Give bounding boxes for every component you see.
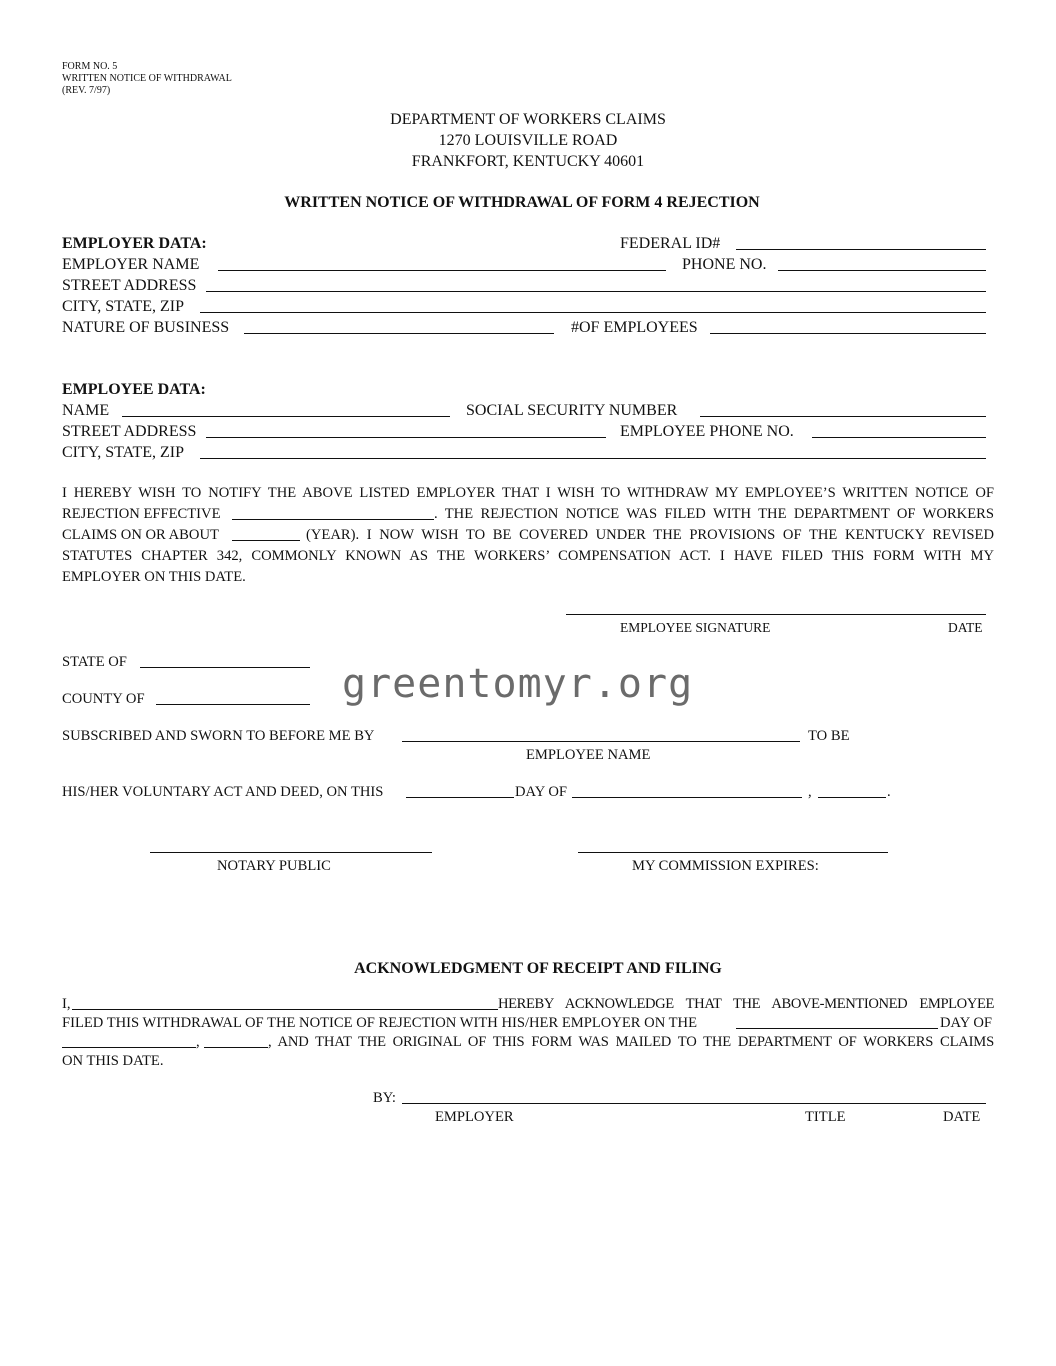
form-revision: (REV. 7/97) — [62, 85, 111, 96]
employer-name-label: EMPLOYER NAME — [62, 256, 200, 273]
federal-id-label: FEDERAL ID# — [620, 235, 721, 252]
ack-by-label: BY: — [373, 1090, 396, 1106]
employee-phone-field[interactable] — [812, 437, 986, 438]
employer-name-field[interactable] — [218, 270, 666, 271]
day-of-label: DAY OF — [515, 784, 568, 800]
filed-on-about-field[interactable] — [232, 540, 300, 541]
county-of-label: COUNTY OF — [62, 691, 145, 707]
to-be-label: TO BE — [808, 728, 850, 744]
ack-year-field[interactable] — [204, 1047, 268, 1048]
number-of-employees-label: #OF EMPLOYEES — [571, 319, 698, 336]
ack-title-label: TITLE — [805, 1109, 846, 1125]
nature-of-business-field[interactable] — [244, 333, 554, 334]
federal-id-field[interactable] — [736, 249, 986, 250]
agency-street: 1270 LOUISVILLE ROAD — [438, 132, 618, 149]
statement-line-5: EMPLOYER ON THIS DATE. — [62, 569, 246, 585]
notary-public-label: NOTARY PUBLIC — [217, 858, 331, 874]
employee-city-label: CITY, STATE, ZIP — [62, 444, 184, 461]
ack-name-field[interactable] — [72, 1009, 498, 1010]
employer-street-field[interactable] — [206, 291, 986, 292]
voluntary-act-label: HIS/HER VOLUNTARY ACT AND DEED, ON THIS — [62, 784, 384, 800]
sworn-by-employee-field[interactable] — [402, 741, 800, 742]
notary-month-field[interactable] — [572, 797, 802, 798]
form-title: WRITTEN NOTICE OF WITHDRAWAL OF FORM 4 REJECTION — [284, 194, 760, 211]
agency-name: DEPARTMENT OF WORKERS CLAIMS — [390, 111, 666, 128]
commission-expires-field[interactable] — [578, 852, 888, 853]
employee-phone-label: EMPLOYEE PHONE NO. — [620, 423, 794, 440]
statement-line-2b: . THE REJECTION NOTICE WAS FILED WITH THE DEPARTMENT OF WORKERS — [434, 506, 994, 522]
ack-employer-label: EMPLOYER — [435, 1109, 514, 1125]
employer-phone-label: PHONE NO. — [682, 256, 767, 273]
ack-comma: , — [196, 1034, 200, 1050]
watermark: greentomyr.org — [342, 661, 694, 707]
ack-line-2: FILED THIS WITHDRAWAL OF THE NOTICE OF REJECTION WITH HIS/HER EMPLOYER ON THE — [62, 1015, 697, 1031]
notary-year-field[interactable] — [818, 797, 886, 798]
number-of-employees-field[interactable] — [710, 333, 986, 334]
sworn-label: SUBSCRIBED AND SWORN TO BEFORE ME BY — [62, 728, 375, 744]
employee-signature-label: EMPLOYEE SIGNATURE — [620, 620, 771, 635]
ack-line-3: , AND THAT THE ORIGINAL OF THIS FORM WAS MAILED TO THE DEPARTMENT OF WORKERS CLAIMS — [268, 1034, 994, 1050]
ssn-label: SOCIAL SECURITY NUMBER — [466, 402, 678, 419]
nature-of-business-label: NATURE OF BUSINESS — [62, 319, 230, 336]
form-name: WRITTEN NOTICE OF WITHDRAWAL — [62, 73, 232, 84]
notary-period: . — [887, 784, 891, 800]
employee-name-label: NAME — [62, 402, 110, 419]
employer-phone-field[interactable] — [778, 270, 986, 271]
notary-day-field[interactable] — [406, 797, 514, 798]
statement-line-3b: (YEAR). I NOW WISH TO BE COVERED UNDER THE PROVISIONS OF THE KENTUCKY REVISED — [306, 527, 994, 543]
ack-i-label: I, — [62, 996, 71, 1012]
notary-public-signature-field[interactable] — [150, 852, 432, 853]
ack-line-4: ON THIS DATE. — [62, 1053, 164, 1069]
ack-day-of-label: DAY OF — [940, 1015, 993, 1031]
ack-employer-signature-field[interactable] — [402, 1103, 986, 1104]
statement-line-3a: CLAIMS ON OR ABOUT — [62, 527, 219, 543]
employee-street-field[interactable] — [206, 437, 606, 438]
agency-city: FRANKFORT, KENTUCKY 40601 — [411, 153, 645, 170]
ack-filed-day-field[interactable] — [736, 1028, 938, 1029]
employee-signature-field[interactable] — [566, 614, 986, 615]
acknowledgment-heading: ACKNOWLEDGMENT OF RECEIPT AND FILING — [354, 960, 722, 977]
ssn-field[interactable] — [700, 416, 986, 417]
employee-name-caption: EMPLOYEE NAME — [526, 747, 651, 763]
ack-line-1: HEREBY ACKNOWLEDGE THAT THE ABOVE-MENTIONED EMPLOYEE — [498, 996, 994, 1012]
rejection-effective-field[interactable] — [232, 519, 434, 520]
employee-name-field[interactable] — [122, 416, 450, 417]
signature-date-label: DATE — [948, 620, 983, 635]
employer-street-label: STREET ADDRESS — [62, 277, 197, 294]
employer-city-label: CITY, STATE, ZIP — [62, 298, 184, 315]
employee-city-field[interactable] — [200, 458, 986, 459]
statement-line-4: STATUTES CHAPTER 342, COMMONLY KNOWN AS THE WORKERS’ COMPENSATION ACT. I HAVE FILED THIS FORM WITH MY — [62, 548, 994, 564]
form-number: FORM NO. 5 — [62, 61, 118, 72]
ack-month-field[interactable] — [62, 1047, 196, 1048]
employee-data-heading: EMPLOYEE DATA: — [62, 381, 206, 398]
state-of-field[interactable] — [140, 667, 310, 668]
county-of-field[interactable] — [156, 704, 310, 705]
employer-data-heading: EMPLOYER DATA: — [62, 235, 207, 252]
commission-expires-label: MY COMMISSION EXPIRES: — [632, 858, 819, 874]
employer-city-field[interactable] — [200, 312, 986, 313]
statement-line-1: I HEREBY WISH TO NOTIFY THE ABOVE LISTED EMPLOYER THAT I WISH TO WITHDRAW MY EMPLOYEE’S WRITTEN NOTICE OF — [62, 485, 994, 501]
employee-street-label: STREET ADDRESS — [62, 423, 197, 440]
statement-line-2a: REJECTION EFFECTIVE — [62, 506, 221, 522]
notary-comma: , — [808, 784, 812, 800]
ack-date-label: DATE — [943, 1109, 981, 1125]
state-of-label: STATE OF — [62, 654, 127, 670]
